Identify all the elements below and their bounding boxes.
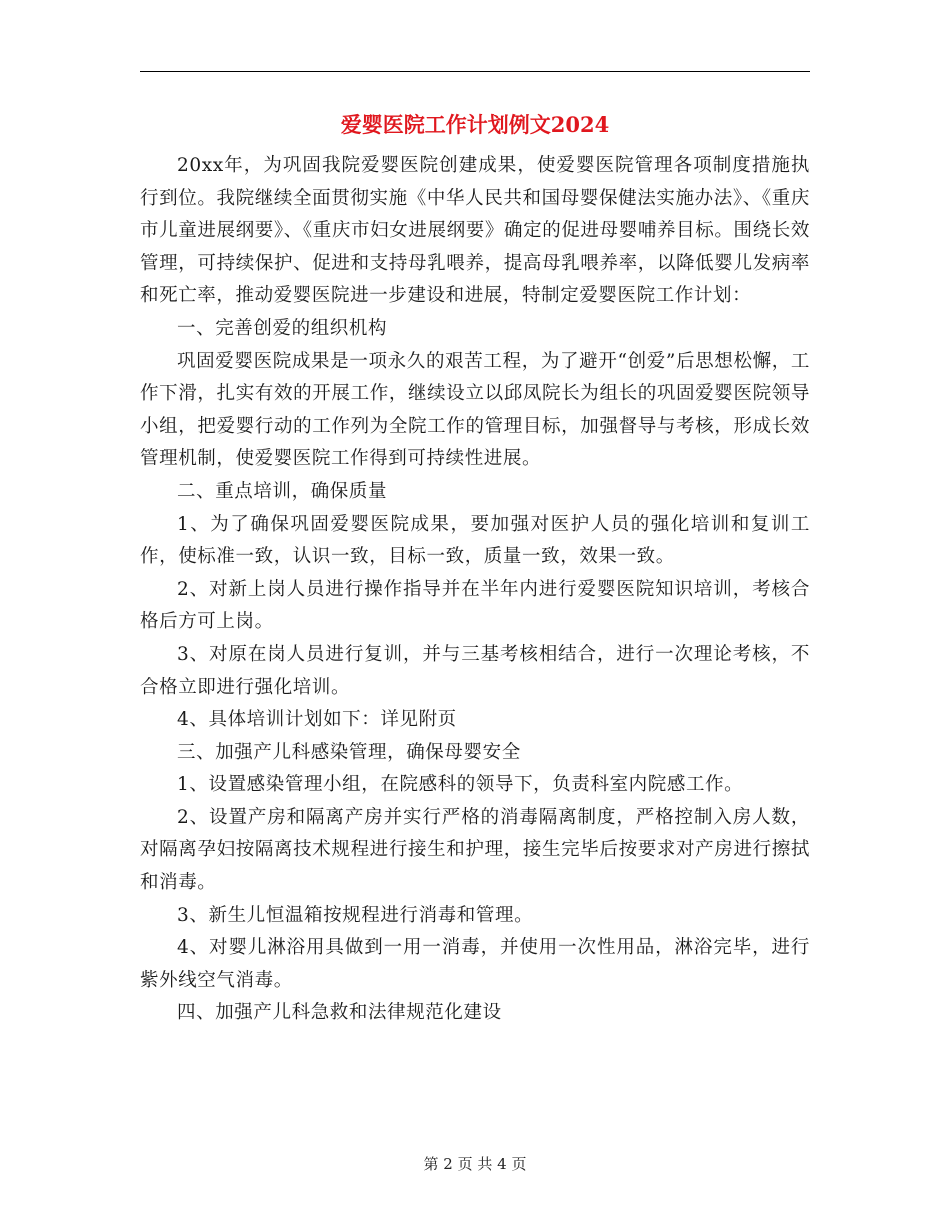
paragraph: 巩固爱婴医院成果是一项永久的艰苦工程，为了避开“创爱”后思想松懈，工作下滑，扎实有效的开展工作，继续设立以邱凤院长为组长的巩固爱婴医院领导小组，把爱婴行动的工作列为全院工作的管理目标，加强督导与考核，形成长效管理机制，使爱婴医院工作得到可持续性进展。 (140, 350, 810, 470)
list-item: 4、具体培训计划如下：详见附页 (177, 709, 457, 731)
section-heading-4: 四、加强产儿科急救和法律规范化建设 (177, 1002, 502, 1024)
page-number: 第 2 页 共 4 页 (423, 1155, 527, 1173)
list-item: 3、新生儿恒温箱按规程进行消毒和管理。 (177, 904, 534, 926)
paragraph-intro: 20xx年，为巩固我院爱婴医院创建成果，使爱婴医院管理各项制度措施执行到位。我院继续全面贯彻实施《中华人民共和国母婴保健法实施办法》、《重庆市儿童进展纲要》、《重庆市妇女进展纲要》确定的促进母婴哺养目标。围绕长效管理，可持续保护、促进和支持母乳喂养，提高母乳喂养率，以降低婴儿发病率和死亡率，推动爱婴医院进一步建设和进展，特制定爱婴医院工作计划： (140, 155, 810, 307)
document-title: 爱婴医院工作计划例文2024 (340, 112, 610, 137)
list-item: 2、设置产房和隔离产房并实行严格的消毒隔离制度，严格控制入房人数，对隔离孕妇按隔离技术规程进行接生和护理，接生完毕后按要求对产房进行擦拭和消毒。 (140, 806, 810, 894)
document-body (140, 150, 810, 1030)
list-item: 1、设置感染管理小组，在院感科的领导下，负责科室内院感工作。 (177, 774, 744, 796)
list-item: 3、对原在岗人员进行复训，并与三基考核相结合，进行一次理论考核，不合格立即进行强化培训。 (140, 643, 810, 698)
section-heading-2: 二、重点培训，确保质量 (177, 480, 388, 502)
list-item: 1、为了确保巩固爱婴医院成果，要加强对医护人员的强化培训和复训工作，使标准一致，认识一致，目标一致，质量一致，效果一致。 (140, 513, 810, 568)
section-heading-1: 一、完善创爱的组织机构 (177, 317, 388, 339)
list-item: 4、对婴儿淋浴用具做到一用一消毒，并使用一次性用品，淋浴完毕，进行紫外线空气消毒。 (140, 937, 810, 991)
header-rule (140, 71, 810, 72)
list-item: 2、对新上岗人员进行操作指导并在半年内进行爱婴医院知识培训，考核合格后方可上岗。 (140, 578, 810, 633)
section-heading-3: 三、加强产儿科感染管理，确保母婴安全 (177, 741, 521, 763)
